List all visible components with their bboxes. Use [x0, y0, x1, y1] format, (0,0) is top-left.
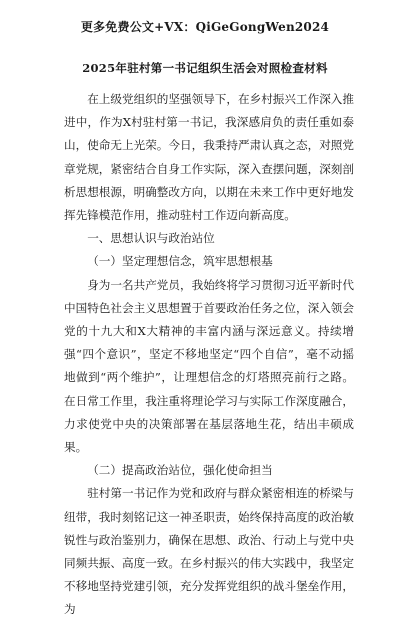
document-body [64, 88, 354, 622]
intro-paragraph: 在上级党组织的坚强领导下，在乡村振兴工作深入推进中，作为X村驻村第一书记，我深感肩负的责任重如泰山，使命无上光荣。今日，我秉持严肃认真之态，对照党章党规，紧密结合自身工作实际，深入查摆问题，深刻剖析思想根源，明确整改方向，以期在未来工作中更好地发挥先锋模范作用，推动驻村工作迈向新高度。 [64, 92, 354, 223]
document-title: 2025年驻村第一书记组织生活会对照检查材料 [82, 61, 328, 75]
section-heading: 一、思想认识与政治站位 [87, 231, 215, 246]
subsection-paragraph-2: 驻村第一书记作为党和政府与群众紧密相连的桥梁与纽带，我时刻铭记这一神圣职责，始终保持高度的政治敏锐性与政治鉴别力，确保在思想、政治、行动上与党中央同频共振、高度一致。在乡村振兴的伟大实践中，我坚定不移地坚持党建引领，充分发挥党组织的战斗堡垒作用，为 [64, 486, 354, 617]
subsection-heading-2: （二）提高政治站位，强化使命担当 [87, 463, 273, 478]
subsection-heading-1: （一）坚定理想信念，筑牢思想根基 [87, 254, 273, 269]
promo-header: 更多免费公文+VX：QiGeGongWen2024 [80, 20, 330, 34]
subsection-paragraph-1: 身为一名共产党员，我始终将学习贯彻习近平新时代中国特色社会主义思想置于首要政治任务之位，深入领会党的十九大和X大精神的丰富内涵与深远意义。持续增强“四个意识”，坚定不移地坚定“四个自信”，毫不动摇地做到“两个维护”，让理想信念的灯塔照亮前行之路。在日常工作里，我注重将理论学习与实际工作深度融合，力求使党中央的决策部署在基层落地生花，结出丰硕成果。 [64, 277, 354, 455]
